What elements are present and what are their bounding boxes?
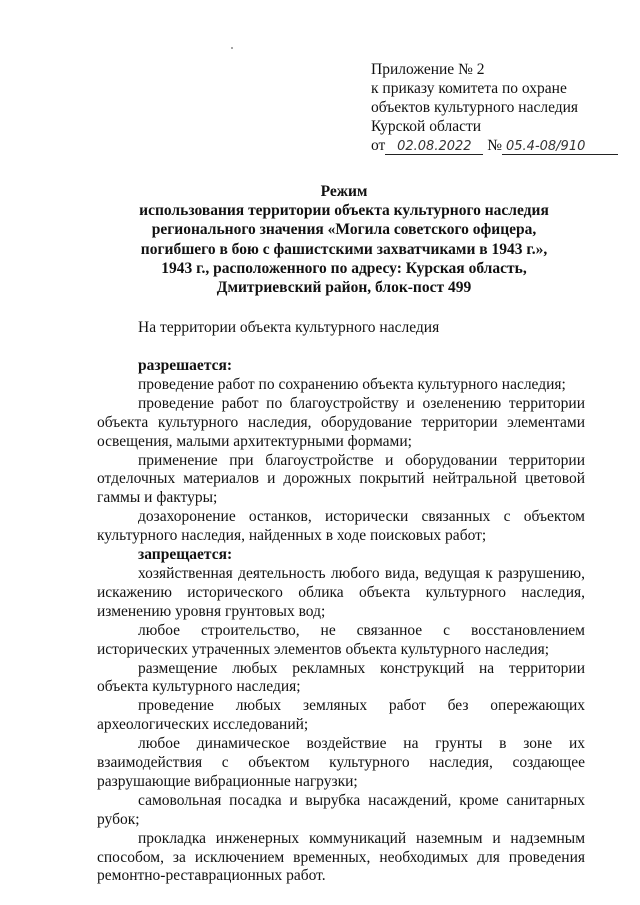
document-title (80, 182, 608, 297)
title-line-2: использования территории объекта культурного наследия (139, 202, 549, 220)
allowed-item: проведение работ по благоустройству и озеленению территории объекта культурного наследия, оборудование территории элементами освещения, малыми архитектурными формами; (97, 394, 585, 450)
allowed-heading: разрешается: (138, 357, 233, 374)
allowed-item: дозахоронение останков, исторически связанных с объектом культурного наследия, найденных в ходе поисковых работ; (97, 508, 585, 545)
allowed-item: применение при благоустройстве и оборудовании территории отделочных материалов и дорожных покрытий нейтральной цветовой гаммы и фактуры; (97, 451, 585, 507)
annex-number: Приложение № 2 (371, 61, 485, 78)
scan-speck (231, 47, 233, 49)
number-label: № (487, 137, 502, 154)
forbidden-item: прокладка инженерных коммуникаций наземным и надземным способом, за исключением временных, необходимых для проведения ремонтно-реставрационных работ. (97, 829, 585, 885)
title-line-3: регионального значения «Могила советского офицера, (151, 221, 537, 239)
from-label: от (371, 137, 386, 154)
title-line-4: погибшего в бою с фашистскими захватчиками в 1943 г.», (140, 240, 548, 258)
handwritten-date: 02.08.2022 (385, 139, 483, 155)
title-line-1: Режим (320, 183, 368, 200)
forbidden-heading: запрещается: (138, 546, 233, 564)
annex-order-ref: к приказу комитета по охране (371, 80, 567, 97)
title-line-6: Дмитриевский район, блок-пост 499 (216, 279, 472, 297)
annex-region: Курской области (371, 118, 482, 135)
forbidden-item: любое динамическое воздействие на грунты в зоне их взаимодействия с объектом культурного наследия, создающее разрушающие вибрационные нагрузки; (97, 735, 585, 790)
intro-text: На территории объекта культурного наследия (138, 319, 440, 336)
handwritten-number: 05.4-08/910 (502, 139, 618, 155)
annex-committee: объектов культурного наследия (371, 99, 579, 116)
annex-date-number (371, 136, 633, 155)
forbidden-item: проведение любых земляных работ без опережающих археологических исследований; (97, 697, 585, 734)
forbidden-item: самовольная посадка и вырубка насаждений, кроме санитарных рубок; (97, 791, 585, 828)
title-line-5: 1943 г., расположенного по адресу: Курская область, (161, 259, 527, 277)
forbidden-item: хозяйственная деятельность любого вида, ведущая к разрушению, искажению исторического облика объекта культурного наследия, изменению уровня грунтовых вод; (97, 564, 585, 620)
regime-body (97, 357, 585, 886)
forbidden-item: любое строительство, не связанное с восстановлением исторических утраченных элементов объекта культурного наследия; (97, 621, 585, 658)
annex-block (371, 60, 633, 155)
forbidden-item: размещение любых рекламных конструкций на территории объекта культурного наследия; (97, 659, 585, 696)
allowed-item: проведение работ по сохранению объекта культурного наследия; (138, 375, 566, 393)
